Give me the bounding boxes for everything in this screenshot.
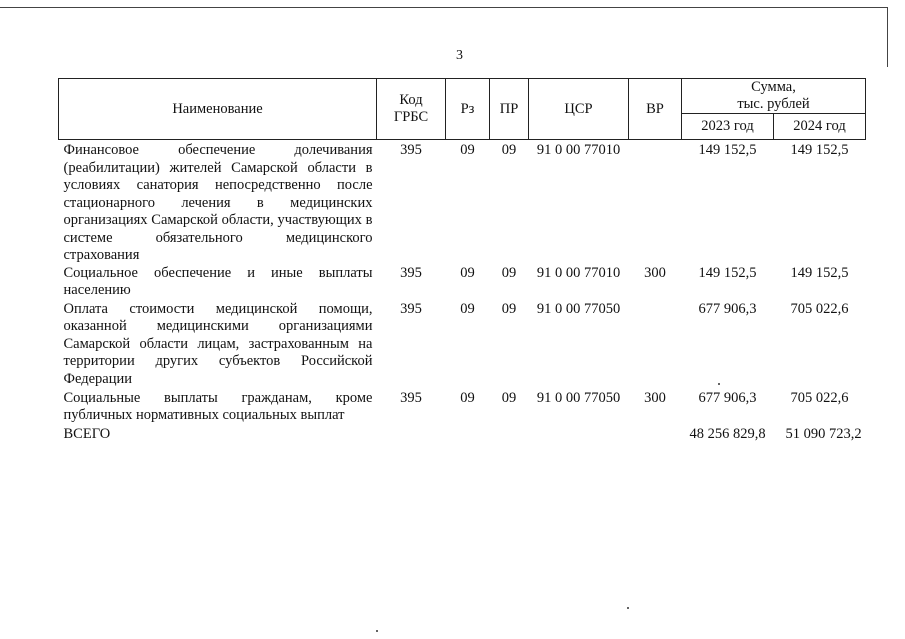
row-csr: 91 0 00 77050 bbox=[536, 300, 621, 317]
total-sum-2024: 51 090 723,2 bbox=[785, 425, 862, 442]
table-row bbox=[59, 301, 866, 390]
row-pr: 09 bbox=[501, 142, 517, 158]
budget-table bbox=[58, 78, 866, 446]
header-grbs-line2: ГРБС bbox=[393, 109, 429, 125]
header-rz: Рз bbox=[446, 79, 490, 140]
total-empty-cell bbox=[490, 426, 529, 446]
header-csr: ЦСР bbox=[529, 79, 629, 140]
row-sum-2024: 705 022,6 bbox=[790, 300, 849, 317]
header-grbs-line1: Код bbox=[399, 92, 423, 108]
row-vr: 300 bbox=[644, 389, 666, 406]
scan-border-right bbox=[887, 7, 888, 67]
row-pr: 09 bbox=[501, 389, 517, 406]
row-pr: 09 bbox=[501, 300, 517, 317]
header-grbs bbox=[377, 79, 446, 140]
scan-speck bbox=[376, 630, 378, 632]
total-empty-cell bbox=[629, 426, 682, 446]
page-number: 3 bbox=[456, 48, 463, 63]
header-year-2023: 2023 год bbox=[682, 114, 774, 140]
table-row bbox=[59, 390, 866, 426]
total-empty-cell bbox=[529, 426, 629, 446]
row-vr bbox=[629, 301, 682, 390]
row-name: Оплата стоимости медицинской помощи, оказанной медицинскими организациями Самарской области лицам, застрахованным на территории других субъектов Российской Федерации bbox=[63, 300, 373, 387]
row-sum-2024: 149 152,5 bbox=[790, 264, 849, 281]
header-name: Наименование bbox=[59, 79, 377, 140]
total-sum-2023: 48 256 829,8 bbox=[689, 425, 766, 442]
row-grbs: 395 bbox=[400, 142, 422, 158]
total-empty-cell bbox=[377, 426, 446, 446]
total-empty-cell bbox=[446, 426, 490, 446]
row-csr: 91 0 00 77050 bbox=[536, 389, 621, 406]
row-name: Финансовое обеспечение долечивания (реабилитации) жителей Самарской области в условиях санатория непосредственно после стационарного лечения в медицинских организациях Самарской области, участвующих в системе обязательного медицинского страхования bbox=[63, 142, 373, 263]
header-sum bbox=[682, 79, 866, 114]
row-name: Социальное обеспечение и иные выплаты населению bbox=[63, 264, 373, 298]
header-vr: ВР bbox=[629, 79, 682, 140]
scan-speck bbox=[718, 383, 720, 385]
row-rz: 09 bbox=[460, 264, 475, 281]
row-grbs: 395 bbox=[400, 389, 422, 406]
row-sum-2023: 149 152,5 bbox=[698, 142, 757, 158]
row-rz: 09 bbox=[460, 389, 475, 406]
total-label: ВСЕГО bbox=[63, 425, 111, 442]
row-sum-2023: 149 152,5 bbox=[698, 264, 757, 281]
row-sum-2024: 705 022,6 bbox=[790, 389, 849, 406]
row-vr bbox=[629, 140, 682, 265]
header-sum-line1: Сумма, bbox=[751, 79, 796, 95]
row-grbs: 395 bbox=[400, 264, 422, 281]
scan-border-top bbox=[0, 7, 888, 8]
header-year-2024: 2024 год bbox=[774, 114, 866, 140]
row-grbs: 395 bbox=[400, 300, 422, 317]
row-rz: 09 bbox=[460, 142, 475, 158]
table-row bbox=[59, 265, 866, 301]
row-name: Социальные выплаты гражданам, кроме публичных нормативных социальных выплат bbox=[63, 389, 373, 423]
row-pr: 09 bbox=[501, 264, 517, 281]
row-sum-2023: 677 906,3 bbox=[698, 389, 757, 406]
total-row bbox=[59, 426, 866, 446]
scan-speck bbox=[627, 607, 629, 609]
table-row bbox=[59, 140, 866, 265]
header-sum-line2: тыс. рублей bbox=[737, 96, 810, 112]
row-csr: 91 0 00 77010 bbox=[536, 142, 621, 158]
row-vr: 300 bbox=[644, 264, 666, 281]
row-csr: 91 0 00 77010 bbox=[536, 264, 621, 281]
row-sum-2023: 677 906,3 bbox=[698, 300, 757, 317]
row-sum-2024: 149 152,5 bbox=[790, 142, 849, 158]
row-rz: 09 bbox=[460, 300, 475, 317]
header-pr: ПР bbox=[490, 79, 529, 140]
